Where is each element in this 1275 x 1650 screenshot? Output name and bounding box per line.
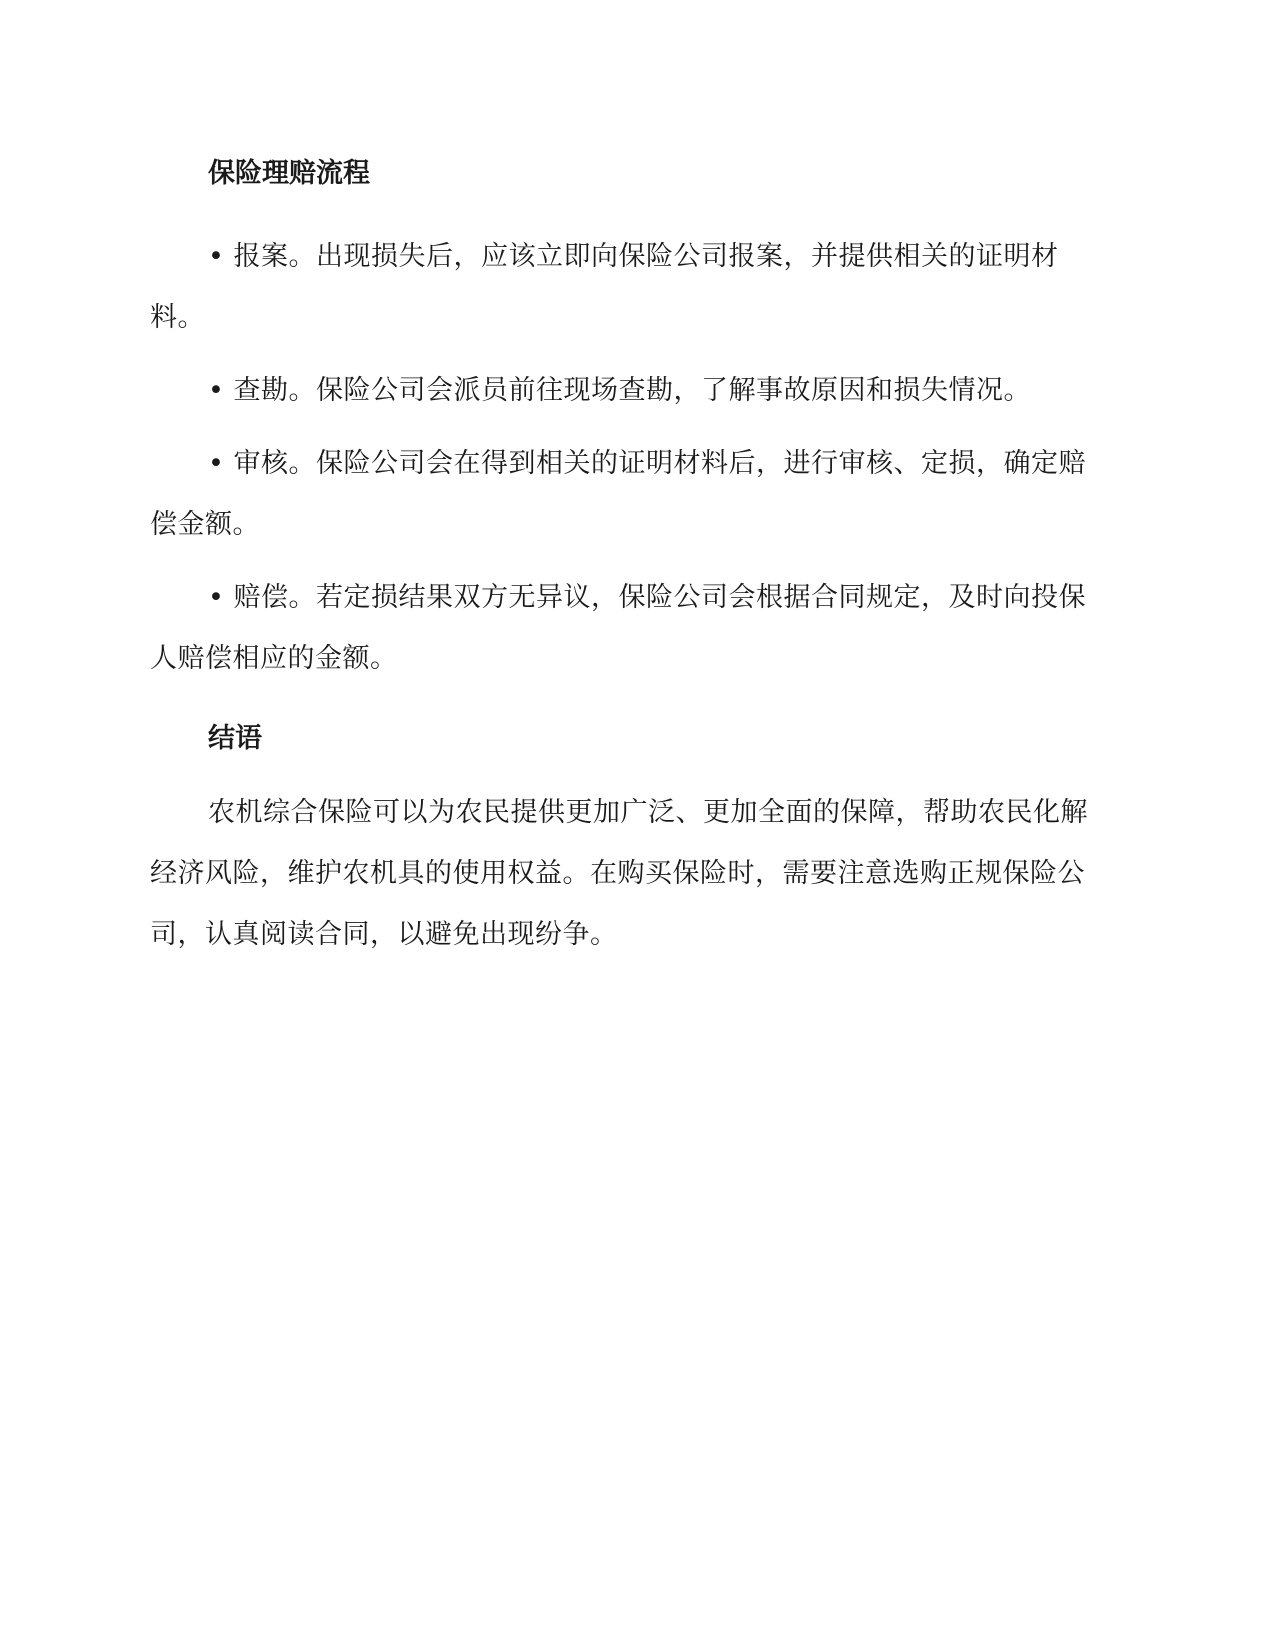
claims-step-report: • 报案。出现损失后，应该立即向保险公司报案，并提供相关的证明材料。 xyxy=(150,241,1059,333)
claims-process-heading: 保险理赔流程 xyxy=(208,158,370,189)
claims-step-compensation: • 赔偿。若定损结果双方无异议，保险公司会根据合同规定，及时向投保人赔偿相应的金额。 xyxy=(150,582,1087,674)
conclusion-heading: 结语 xyxy=(208,723,262,754)
document-page xyxy=(150,140,1110,965)
conclusion-paragraph: 农机综合保险可以为农民提供更加广泛、更加全面的保障，帮助农民化解经济风险，维护农机具的使用权益。在购买保险时，需要注意选购正规保险公司，认真阅读合同，以避免出现纷争。 xyxy=(150,797,1088,950)
claims-step-survey: • 查勘。保险公司会派员前往现场查勘，了解事故原因和损失情况。 xyxy=(208,375,1032,406)
claims-step-review: • 审核。保险公司会在得到相关的证明材料后，进行审核、定损，确定赔偿金额。 xyxy=(150,448,1087,540)
